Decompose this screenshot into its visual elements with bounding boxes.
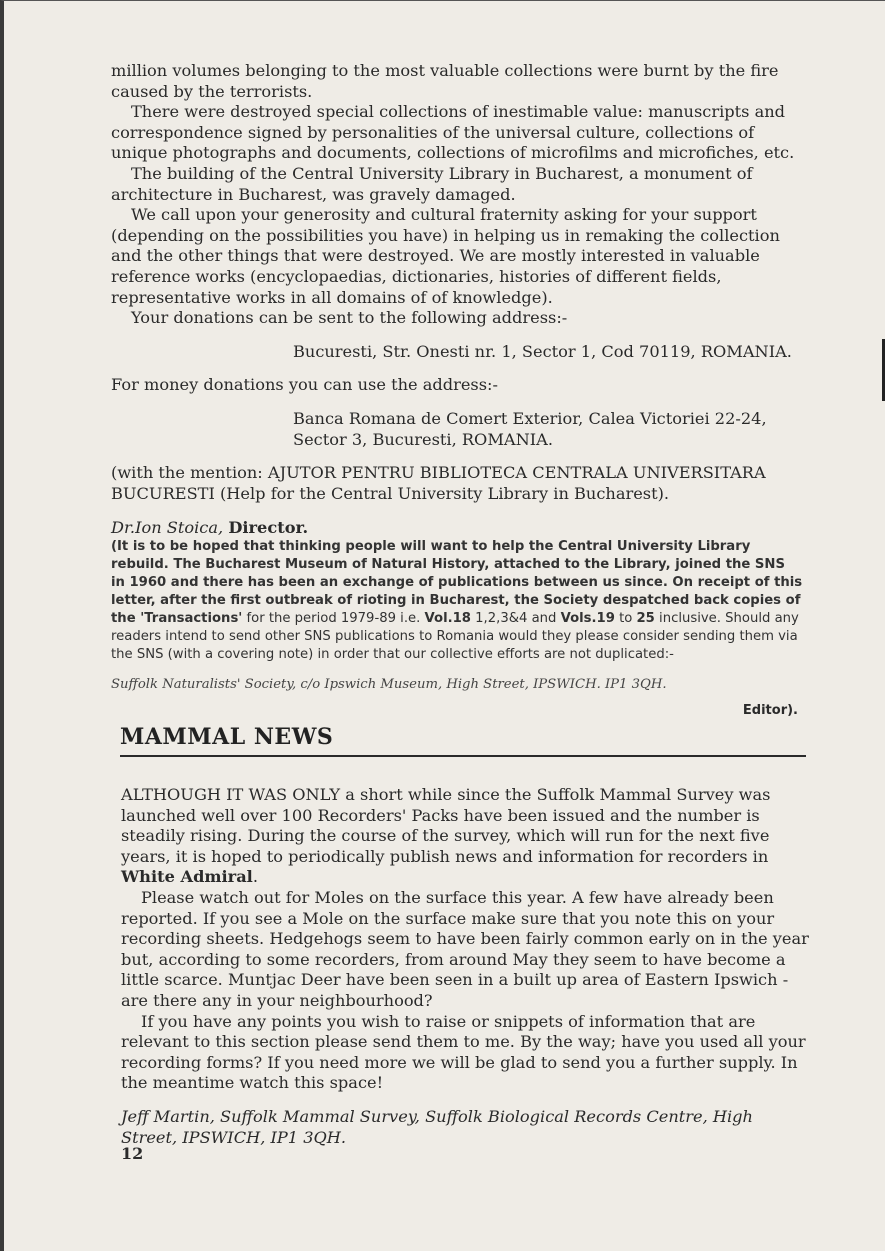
- bank-address: Banca Romana de Comert Exterior, Calea Victoriei 22-24, Sector 3, Bucuresti, ROMANIA.: [293, 408, 767, 449]
- letter-section: [111, 61, 801, 539]
- mammal-news-section: [121, 785, 811, 1148]
- mammal-paragraph: Please watch out for Moles on the surface this year. A few have already been reported. If you see a Mole on the surface make sure that you note this on your recording sheets. Hedgehogs seem to have been fairly common early on in the year but, according to some recorders, from around May they seem to have become a little scarce. Muntjac Deer have been seen in a built up area of Eastern Ipswich - are there any in your neighbourhood?: [121, 887, 809, 1010]
- page-number: 12: [121, 1144, 144, 1163]
- letter-paragraph: We call upon your generosity and cultural fraternity asking for your support (depending on the possibilities you have) in helping us in remaking the collection and the other things that were destroyed. We are mostly interested in valuable reference works (encyclopaedias, dictionaries, histories of different fields, representative works in all domains of of knowledge).: [111, 205, 780, 307]
- mammal-paragraph: If you have any points you wish to raise or snippets of information that are relevant to this section please send them to me. By the way; have you used all your recording forms? If you need more we will be glad to send you a further supply. In the meantime watch this space!: [121, 1011, 806, 1093]
- section-heading: MAMMAL NEWS: [120, 724, 334, 750]
- mammal-signature: Jeff Martin, Suffolk Mammal Survey, Suffolk Biological Records Centre, High Street, IPSWICH, IP1 3QH.: [121, 1106, 753, 1147]
- mammal-text: ALTHOUGH IT WAS ONLY a short while since the Suffolk Mammal Survey was launched well over 100 Recorders' Packs have been issued and the number is steadily rising. During the course of the survey, which will run for the next five years, it is hoped to periodically publish news and information for recorders in: [121, 785, 771, 866]
- letter-paragraph: million volumes belonging to the most valuable collections were burnt by the fire caused by the terrorists.: [111, 61, 779, 101]
- letter-paragraph: (with the mention: AJUTOR PENTRU BIBLIOTECA CENTRALA UNIVERSITARA BUCURESTI (Help for the Central University Library in Bucharest).: [111, 463, 766, 503]
- note-bold-text: (It is to be hoped that thinking people will want to help the Central University Library rebuild. The Bucharest Museum of Natural History, attached to the Library, joined the SNS in 1960 and there has been an exchange of publications between us since. On receipt of this letter, after the first outbreak of rioting in Bucharest, the Society despatched back copies of the 'Transactions': [111, 539, 803, 626]
- note-text: to: [614, 611, 637, 626]
- heading-rule: [120, 755, 806, 757]
- letter-paragraph: Your donations can be sent to the following address:-: [131, 308, 568, 328]
- note-text: inclusive. Should any readers intend to send other SNS publications to Romania would they please consider sending them via the SNS (with a covering note) in order that our collective efforts are not duplicated:-: [111, 611, 799, 662]
- signature-name: Dr.Ion Stoica,: [111, 518, 224, 538]
- mammal-text: .: [252, 867, 258, 887]
- postal-address: Bucuresti, Str. Onesti nr. 1, Sector 1, Cod 70119, ROMANIA.: [293, 341, 792, 361]
- letter-signature: [111, 518, 801, 539]
- note-text: 1,2,3&4 and: [470, 611, 561, 626]
- letter-paragraph: There were destroyed special collections of inestimable value: manuscripts and correspondence signed by personalities of the universal culture, collections of unique photographs and documents, collections of microfilms and microfiches, etc.: [111, 102, 795, 163]
- note-text: for the period 1979-89 i.e.: [242, 611, 425, 626]
- note-volume: Vols.19: [560, 611, 615, 626]
- letter-paragraph: For money donations you can use the address:-: [111, 375, 498, 395]
- editor-note: [111, 538, 803, 692]
- mammal-paragraph: [121, 785, 811, 888]
- editor-note-text: [111, 538, 803, 664]
- note-volume: Vol.18: [424, 611, 471, 626]
- signature-title: Director.: [228, 518, 309, 538]
- society-address: Suffolk Naturalists' Society, c/o Ipswich Museum, High Street, IPSWICH. IP1 3QH.: [111, 677, 667, 692]
- note-volume: 25: [636, 611, 655, 626]
- editor-signoff: Editor).: [742, 703, 798, 718]
- letter-paragraph: The building of the Central University Library in Bucharest, a monument of architecture in Bucharest, was gravely damaged.: [111, 163, 753, 204]
- publication-name: White Admiral: [121, 867, 253, 887]
